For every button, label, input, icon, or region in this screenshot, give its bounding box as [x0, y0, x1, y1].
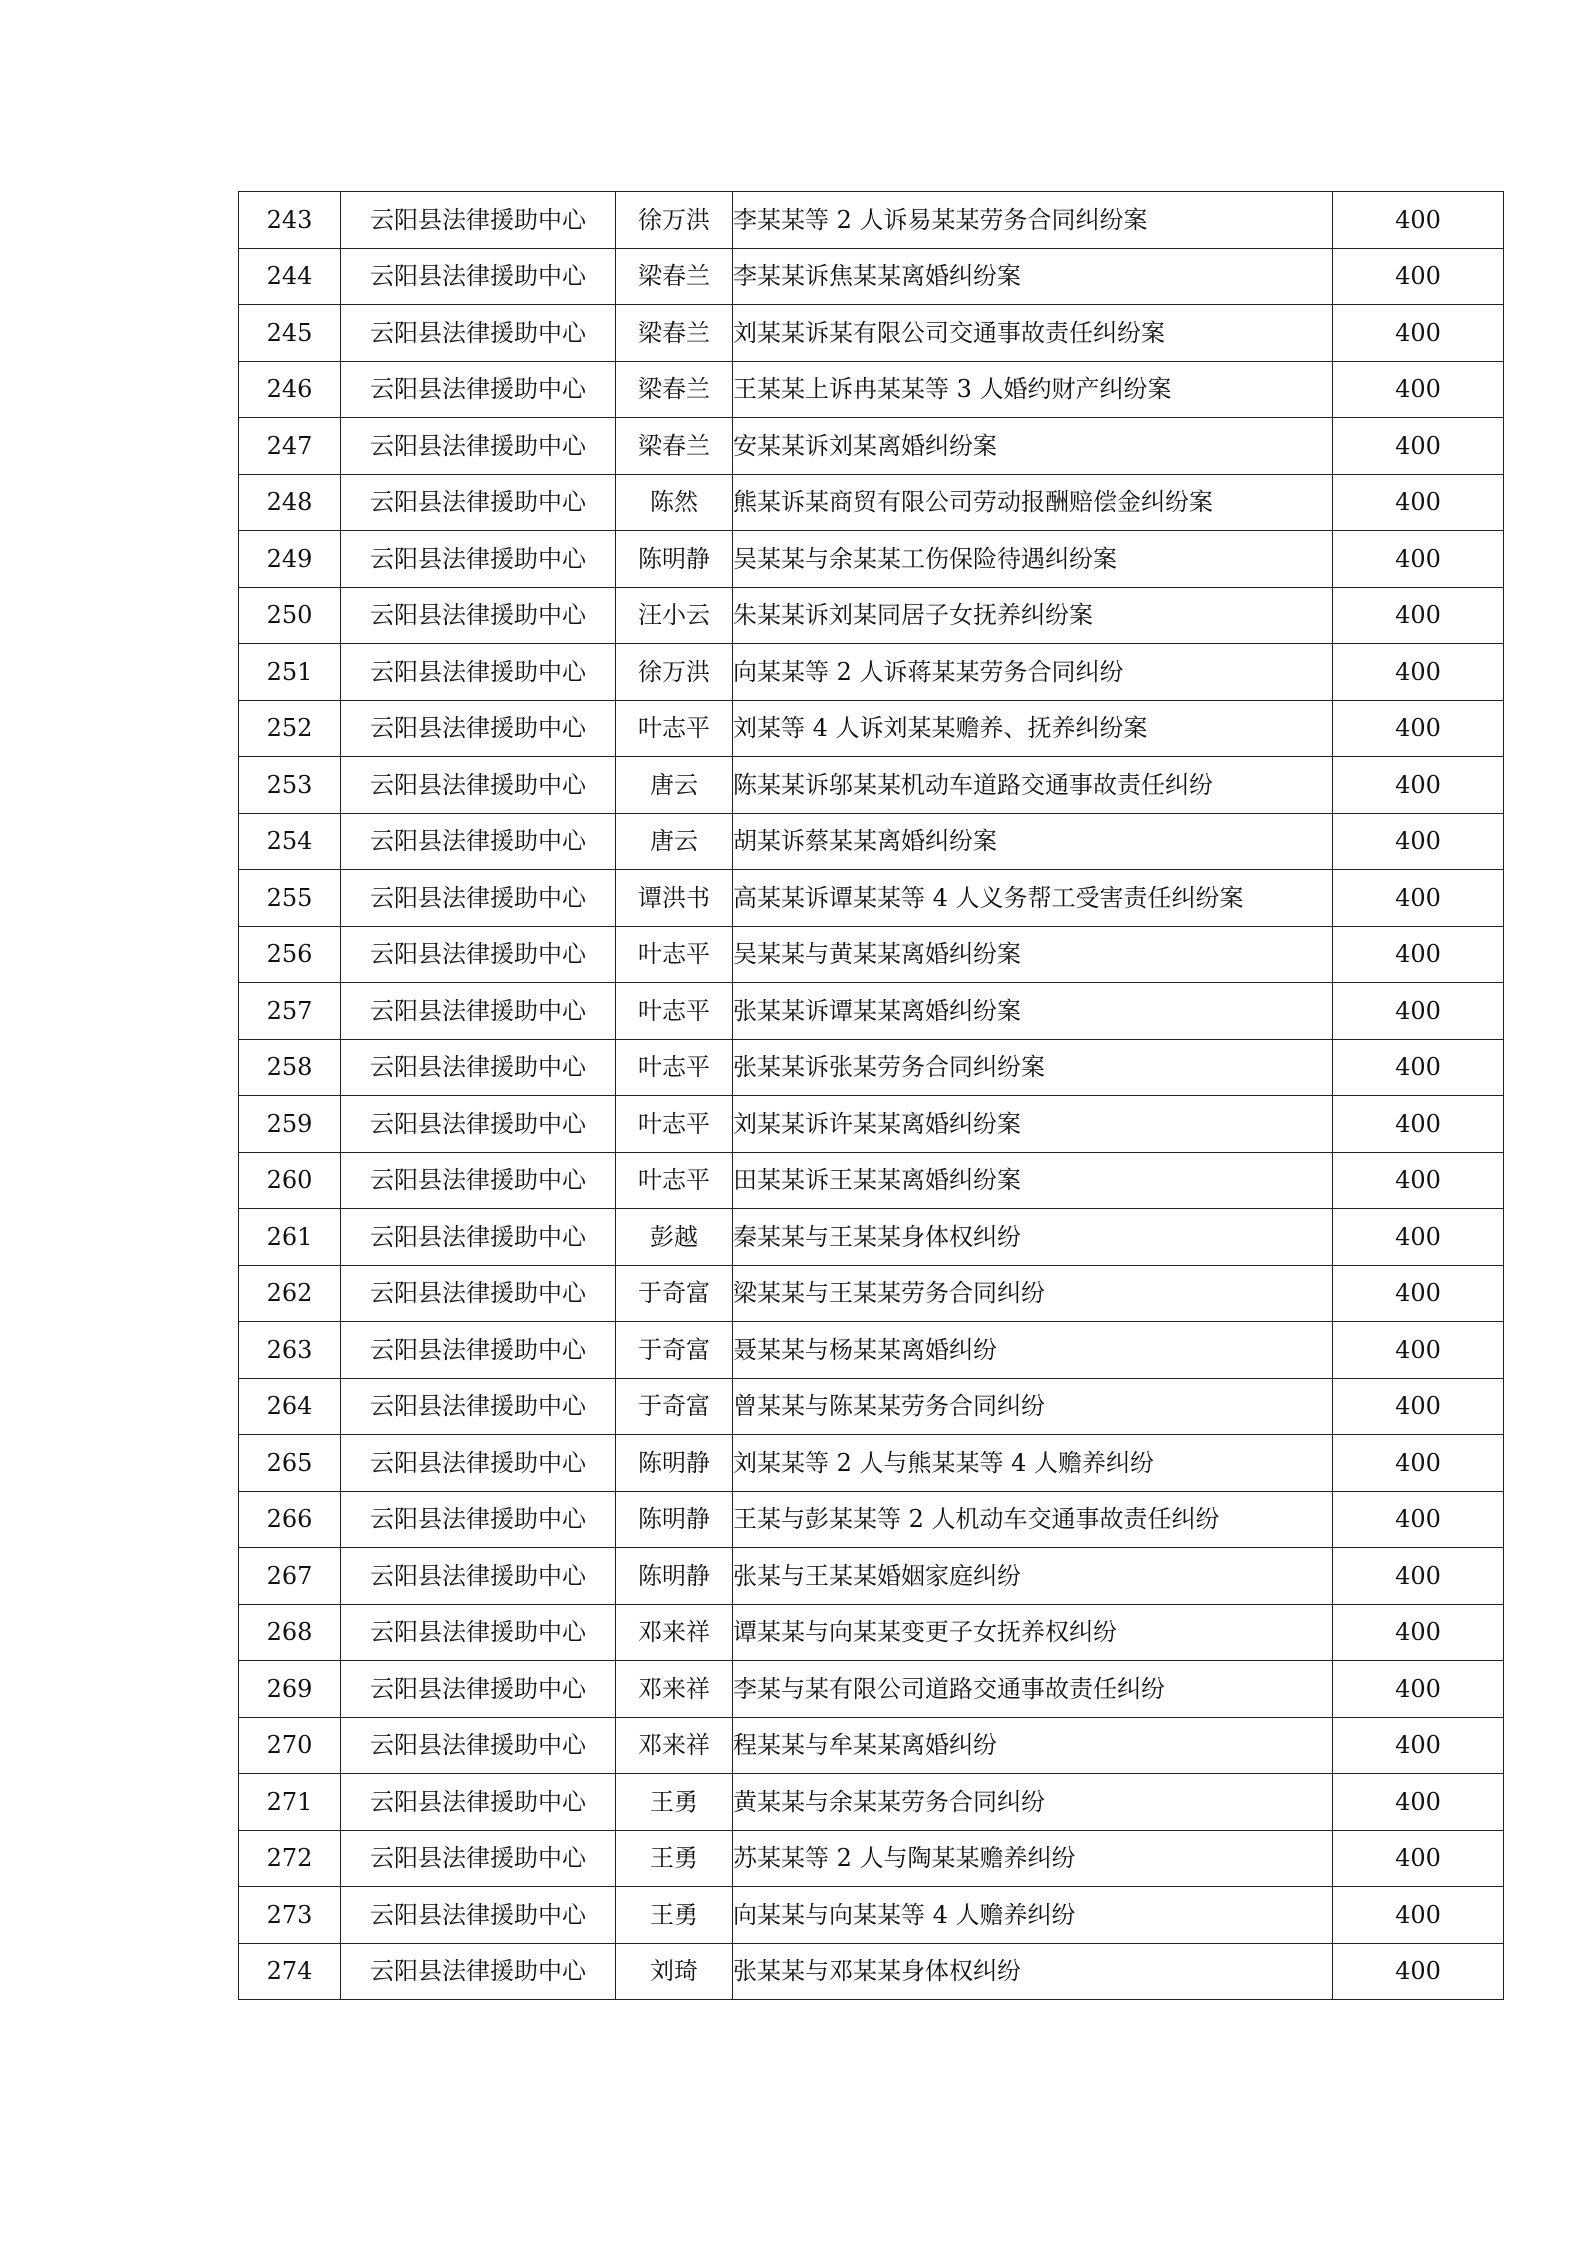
- table-row: [239, 1830, 1504, 1887]
- case-title-cell: 向某某与向某某等 4 人赡养纠纷: [733, 1887, 1333, 1944]
- aid-organization-cell: 云阳县法律援助中心: [341, 1209, 616, 1266]
- case-table-body: [239, 192, 1504, 2000]
- case-title-cell: 李某某诉焦某某离婚纠纷案: [733, 248, 1333, 305]
- table-row: [239, 1774, 1504, 1831]
- case-title-cell: 熊某诉某商贸有限公司劳动报酬赔偿金纠纷案: [733, 474, 1333, 531]
- aid-organization-cell: 云阳县法律援助中心: [341, 1717, 616, 1774]
- case-title-cell: 胡某诉蔡某某离婚纠纷案: [733, 813, 1333, 870]
- aid-organization-cell: 云阳县法律援助中心: [341, 248, 616, 305]
- aid-organization-cell: 云阳县法律援助中心: [341, 1604, 616, 1661]
- lawyer-name-cell: 叶志平: [616, 983, 733, 1040]
- aid-organization-cell: 云阳县法律援助中心: [341, 983, 616, 1040]
- table-row: [239, 1209, 1504, 1266]
- aid-organization-cell: 云阳县法律援助中心: [341, 757, 616, 814]
- case-title-cell: 吴某某与余某某工伤保险待遇纠纷案: [733, 531, 1333, 588]
- case-number-cell: 273: [239, 1887, 341, 1944]
- lawyer-name-cell: 唐云: [616, 757, 733, 814]
- lawyer-name-cell: 陈明静: [616, 1548, 733, 1605]
- subsidy-amount-cell: 400: [1333, 1887, 1504, 1944]
- case-number-cell: 259: [239, 1096, 341, 1153]
- lawyer-name-cell: 梁春兰: [616, 305, 733, 362]
- case-number-cell: 248: [239, 474, 341, 531]
- case-number-cell: 267: [239, 1548, 341, 1605]
- table-row: [239, 1152, 1504, 1209]
- lawyer-name-cell: 叶志平: [616, 1152, 733, 1209]
- table-row: [239, 1887, 1504, 1944]
- table-row: [239, 1435, 1504, 1492]
- aid-organization-cell: 云阳县法律援助中心: [341, 644, 616, 701]
- table-row: [239, 474, 1504, 531]
- case-title-cell: 高某某诉谭某某等 4 人义务帮工受害责任纠纷案: [733, 870, 1333, 927]
- case-title-cell: 安某某诉刘某离婚纠纷案: [733, 418, 1333, 475]
- lawyer-name-cell: 叶志平: [616, 1096, 733, 1153]
- aid-organization-cell: 云阳县法律援助中心: [341, 192, 616, 249]
- subsidy-amount-cell: 400: [1333, 1943, 1504, 2000]
- aid-organization-cell: 云阳县法律援助中心: [341, 1152, 616, 1209]
- lawyer-name-cell: 叶志平: [616, 926, 733, 983]
- case-number-cell: 254: [239, 813, 341, 870]
- case-title-cell: 程某某与牟某某离婚纠纷: [733, 1717, 1333, 1774]
- table-row: [239, 1491, 1504, 1548]
- table-row: [239, 361, 1504, 418]
- case-title-cell: 吴某某与黄某某离婚纠纷案: [733, 926, 1333, 983]
- subsidy-amount-cell: 400: [1333, 1717, 1504, 1774]
- aid-organization-cell: 云阳县法律援助中心: [341, 1322, 616, 1379]
- aid-organization-cell: 云阳县法律援助中心: [341, 1435, 616, 1492]
- subsidy-amount-cell: 400: [1333, 1491, 1504, 1548]
- subsidy-amount-cell: 400: [1333, 757, 1504, 814]
- case-number-cell: 255: [239, 870, 341, 927]
- subsidy-amount-cell: 400: [1333, 926, 1504, 983]
- lawyer-name-cell: 陈明静: [616, 1491, 733, 1548]
- lawyer-name-cell: 陈明静: [616, 531, 733, 588]
- aid-organization-cell: 云阳县法律援助中心: [341, 870, 616, 927]
- case-title-cell: 刘某某诉许某某离婚纠纷案: [733, 1096, 1333, 1153]
- table-row: [239, 1943, 1504, 2000]
- subsidy-amount-cell: 400: [1333, 813, 1504, 870]
- lawyer-name-cell: 王勇: [616, 1887, 733, 1944]
- aid-organization-cell: 云阳县法律援助中心: [341, 1491, 616, 1548]
- aid-organization-cell: 云阳县法律援助中心: [341, 1887, 616, 1944]
- table-row: [239, 192, 1504, 249]
- table-row: [239, 587, 1504, 644]
- subsidy-amount-cell: 400: [1333, 983, 1504, 1040]
- table-row: [239, 813, 1504, 870]
- subsidy-amount-cell: 400: [1333, 1322, 1504, 1379]
- table-row: [239, 305, 1504, 362]
- table-row: [239, 1717, 1504, 1774]
- subsidy-amount-cell: 400: [1333, 1830, 1504, 1887]
- aid-organization-cell: 云阳县法律援助中心: [341, 1943, 616, 2000]
- lawyer-name-cell: 叶志平: [616, 700, 733, 757]
- legal-aid-case-table: [238, 191, 1504, 2000]
- case-title-cell: 朱某某诉刘某同居子女抚养纠纷案: [733, 587, 1333, 644]
- aid-organization-cell: 云阳县法律援助中心: [341, 1378, 616, 1435]
- table-row: [239, 1096, 1504, 1153]
- subsidy-amount-cell: 400: [1333, 305, 1504, 362]
- subsidy-amount-cell: 400: [1333, 644, 1504, 701]
- case-number-cell: 249: [239, 531, 341, 588]
- lawyer-name-cell: 邓来祥: [616, 1717, 733, 1774]
- table-row: [239, 531, 1504, 588]
- subsidy-amount-cell: 400: [1333, 1039, 1504, 1096]
- case-title-cell: 刘某等 4 人诉刘某某赡养、抚养纠纷案: [733, 700, 1333, 757]
- lawyer-name-cell: 徐万洪: [616, 644, 733, 701]
- subsidy-amount-cell: 400: [1333, 1604, 1504, 1661]
- subsidy-amount-cell: 400: [1333, 418, 1504, 475]
- case-title-cell: 田某某诉王某某离婚纠纷案: [733, 1152, 1333, 1209]
- subsidy-amount-cell: 400: [1333, 1096, 1504, 1153]
- case-number-cell: 268: [239, 1604, 341, 1661]
- case-number-cell: 247: [239, 418, 341, 475]
- lawyer-name-cell: 谭洪书: [616, 870, 733, 927]
- case-number-cell: 263: [239, 1322, 341, 1379]
- subsidy-amount-cell: 400: [1333, 531, 1504, 588]
- case-number-cell: 257: [239, 983, 341, 1040]
- table-row: [239, 1548, 1504, 1605]
- table-row: [239, 644, 1504, 701]
- lawyer-name-cell: 邓来祥: [616, 1604, 733, 1661]
- case-number-cell: 245: [239, 305, 341, 362]
- table-row: [239, 1604, 1504, 1661]
- table-row: [239, 418, 1504, 475]
- lawyer-name-cell: 王勇: [616, 1830, 733, 1887]
- table-row: [239, 248, 1504, 305]
- case-number-cell: 258: [239, 1039, 341, 1096]
- case-number-cell: 253: [239, 757, 341, 814]
- case-number-cell: 266: [239, 1491, 341, 1548]
- lawyer-name-cell: 叶志平: [616, 1039, 733, 1096]
- lawyer-name-cell: 梁春兰: [616, 361, 733, 418]
- case-number-cell: 246: [239, 361, 341, 418]
- subsidy-amount-cell: 400: [1333, 1548, 1504, 1605]
- table-row: [239, 1661, 1504, 1718]
- case-number-cell: 262: [239, 1265, 341, 1322]
- table-row: [239, 1322, 1504, 1379]
- aid-organization-cell: 云阳县法律援助中心: [341, 1774, 616, 1831]
- case-number-cell: 243: [239, 192, 341, 249]
- subsidy-amount-cell: 400: [1333, 1152, 1504, 1209]
- lawyer-name-cell: 陈明静: [616, 1435, 733, 1492]
- table-row: [239, 1378, 1504, 1435]
- aid-organization-cell: 云阳县法律援助中心: [341, 305, 616, 362]
- table-row: [239, 926, 1504, 983]
- case-title-cell: 刘某某等 2 人与熊某某等 4 人赡养纠纷: [733, 1435, 1333, 1492]
- lawyer-name-cell: 彭越: [616, 1209, 733, 1266]
- case-number-cell: 269: [239, 1661, 341, 1718]
- case-title-cell: 李某某等 2 人诉易某某劳务合同纠纷案: [733, 192, 1333, 249]
- case-number-cell: 261: [239, 1209, 341, 1266]
- aid-organization-cell: 云阳县法律援助中心: [341, 813, 616, 870]
- aid-organization-cell: 云阳县法律援助中心: [341, 1265, 616, 1322]
- case-number-cell: 272: [239, 1830, 341, 1887]
- case-number-cell: 265: [239, 1435, 341, 1492]
- aid-organization-cell: 云阳县法律援助中心: [341, 1548, 616, 1605]
- aid-organization-cell: 云阳县法律援助中心: [341, 587, 616, 644]
- aid-organization-cell: 云阳县法律援助中心: [341, 1039, 616, 1096]
- subsidy-amount-cell: 400: [1333, 1774, 1504, 1831]
- lawyer-name-cell: 梁春兰: [616, 418, 733, 475]
- case-title-cell: 曾某某与陈某某劳务合同纠纷: [733, 1378, 1333, 1435]
- table-row: [239, 1039, 1504, 1096]
- aid-organization-cell: 云阳县法律援助中心: [341, 926, 616, 983]
- case-title-cell: 张某与王某某婚姻家庭纠纷: [733, 1548, 1333, 1605]
- case-title-cell: 刘某某诉某有限公司交通事故责任纠纷案: [733, 305, 1333, 362]
- subsidy-amount-cell: 400: [1333, 870, 1504, 927]
- case-title-cell: 谭某某与向某某变更子女抚养权纠纷: [733, 1604, 1333, 1661]
- case-title-cell: 陈某某诉邬某某机动车道路交通事故责任纠纷: [733, 757, 1333, 814]
- aid-organization-cell: 云阳县法律援助中心: [341, 1096, 616, 1153]
- case-number-cell: 251: [239, 644, 341, 701]
- case-title-cell: 王某与彭某某等 2 人机动车交通事故责任纠纷: [733, 1491, 1333, 1548]
- case-number-cell: 256: [239, 926, 341, 983]
- case-title-cell: 苏某某等 2 人与陶某某赡养纠纷: [733, 1830, 1333, 1887]
- case-number-cell: 264: [239, 1378, 341, 1435]
- aid-organization-cell: 云阳县法律援助中心: [341, 1661, 616, 1718]
- case-title-cell: 张某某诉张某劳务合同纠纷案: [733, 1039, 1333, 1096]
- lawyer-name-cell: 梁春兰: [616, 248, 733, 305]
- subsidy-amount-cell: 400: [1333, 1435, 1504, 1492]
- aid-organization-cell: 云阳县法律援助中心: [341, 531, 616, 588]
- table-row: [239, 700, 1504, 757]
- subsidy-amount-cell: 400: [1333, 1378, 1504, 1435]
- subsidy-amount-cell: 400: [1333, 587, 1504, 644]
- case-title-cell: 黄某某与余某某劳务合同纠纷: [733, 1774, 1333, 1831]
- case-title-cell: 向某某等 2 人诉蒋某某劳务合同纠纷: [733, 644, 1333, 701]
- lawyer-name-cell: 刘琦: [616, 1943, 733, 2000]
- case-number-cell: 252: [239, 700, 341, 757]
- case-number-cell: 270: [239, 1717, 341, 1774]
- table-row: [239, 870, 1504, 927]
- subsidy-amount-cell: 400: [1333, 1265, 1504, 1322]
- table-row: [239, 757, 1504, 814]
- case-title-cell: 张某某诉谭某某离婚纠纷案: [733, 983, 1333, 1040]
- table-row: [239, 1265, 1504, 1322]
- case-title-cell: 张某某与邓某某身体权纠纷: [733, 1943, 1333, 2000]
- aid-organization-cell: 云阳县法律援助中心: [341, 361, 616, 418]
- case-number-cell: 244: [239, 248, 341, 305]
- aid-organization-cell: 云阳县法律援助中心: [341, 1830, 616, 1887]
- case-title-cell: 秦某某与王某某身体权纠纷: [733, 1209, 1333, 1266]
- lawyer-name-cell: 陈然: [616, 474, 733, 531]
- subsidy-amount-cell: 400: [1333, 1209, 1504, 1266]
- case-number-cell: 250: [239, 587, 341, 644]
- table-row: [239, 983, 1504, 1040]
- lawyer-name-cell: 唐云: [616, 813, 733, 870]
- lawyer-name-cell: 王勇: [616, 1774, 733, 1831]
- case-title-cell: 聂某某与杨某某离婚纠纷: [733, 1322, 1333, 1379]
- case-number-cell: 260: [239, 1152, 341, 1209]
- case-title-cell: 王某某上诉冉某某等 3 人婚约财产纠纷案: [733, 361, 1333, 418]
- lawyer-name-cell: 汪小云: [616, 587, 733, 644]
- aid-organization-cell: 云阳县法律援助中心: [341, 700, 616, 757]
- case-number-cell: 274: [239, 1943, 341, 2000]
- case-title-cell: 梁某某与王某某劳务合同纠纷: [733, 1265, 1333, 1322]
- subsidy-amount-cell: 400: [1333, 192, 1504, 249]
- aid-organization-cell: 云阳县法律援助中心: [341, 418, 616, 475]
- subsidy-amount-cell: 400: [1333, 474, 1504, 531]
- lawyer-name-cell: 于奇富: [616, 1265, 733, 1322]
- subsidy-amount-cell: 400: [1333, 1661, 1504, 1718]
- subsidy-amount-cell: 400: [1333, 361, 1504, 418]
- aid-organization-cell: 云阳县法律援助中心: [341, 474, 616, 531]
- lawyer-name-cell: 于奇富: [616, 1322, 733, 1379]
- lawyer-name-cell: 徐万洪: [616, 192, 733, 249]
- subsidy-amount-cell: 400: [1333, 700, 1504, 757]
- case-number-cell: 271: [239, 1774, 341, 1831]
- lawyer-name-cell: 于奇富: [616, 1378, 733, 1435]
- lawyer-name-cell: 邓来祥: [616, 1661, 733, 1718]
- case-title-cell: 李某与某有限公司道路交通事故责任纠纷: [733, 1661, 1333, 1718]
- subsidy-amount-cell: 400: [1333, 248, 1504, 305]
